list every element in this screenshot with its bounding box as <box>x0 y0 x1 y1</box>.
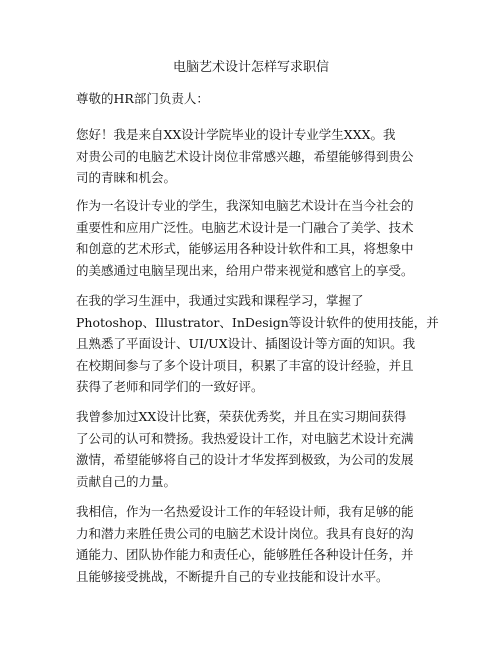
paragraph-line: 力和潜力来胜任贵公司的电脑艺术设计岗位。我具有良好的沟 <box>76 525 414 541</box>
paragraph-4 <box>76 406 430 492</box>
paragraph-line: 且熟悉了平面设计、UI/UX设计、插图设计等方面的知识。我 <box>76 336 416 352</box>
paragraph-line: 对贵公司的电脑艺术设计岗位非常感兴趣，希望能够得到贵公 <box>76 148 414 164</box>
paragraph-line: 重要性和应用广泛性。电脑艺术设计是一门融合了美学、技术 <box>76 219 414 235</box>
paragraph-line: 贡献自己的力量。 <box>76 473 177 489</box>
paragraph-2 <box>76 195 430 281</box>
paragraph-line: 的美感通过电脑呈现出来，给用户带来视觉和感官上的享受。 <box>76 262 414 278</box>
paragraph-line: 激情，希望能够将自己的设计才华发挥到极致，为公司的发展 <box>76 452 414 468</box>
paragraph-3 <box>76 290 439 398</box>
paragraph-line: 在我的学习生涯中，我通过实践和课程学习，掌握了 <box>76 293 364 308</box>
paragraph-line: Photoshop、Illustrator、InDesign等设计软件的使用技能，并 <box>76 314 439 330</box>
paragraph-5 <box>76 501 430 587</box>
paragraph-line: 和创意的艺术形式，能够运用各种设计软件和工具，将想象中 <box>76 241 414 257</box>
paragraph-line: 我曾参加过XX设计比赛，荣获优秀奖，并且在实习期间获得 <box>76 409 407 424</box>
paragraph-line: 我相信，作为一名热爱设计工作的年轻设计师，我有足够的能 <box>76 504 414 519</box>
paragraph-line: 司的青睐和机会。 <box>76 170 177 186</box>
paragraph-line: 通能力、团队协作能力和责任心，能够胜任各种设计任务，并 <box>76 547 414 563</box>
paragraph-line: 您好！我是来自XX设计学院毕业的设计专业学生XXX。我 <box>76 127 396 142</box>
document-title: 电脑艺术设计怎样写求职信 <box>172 60 329 75</box>
paragraph-line: 获得了老师和同学们的一致好评。 <box>76 379 264 395</box>
paragraph-line: 了公司的认可和赞扬。我热爱设计工作，对电脑艺术设计充满 <box>76 430 414 446</box>
paragraph-1 <box>76 124 430 189</box>
paragraph-line: 作为一名设计专业的学生，我深知电脑艺术设计在当今社会的 <box>76 198 414 213</box>
paragraph-line: 在校期间参与了多个设计项目，积累了丰富的设计经验，并且 <box>76 357 414 373</box>
salutation: 尊敬的HR部门负责人： <box>76 91 209 106</box>
paragraph-line: 且能够接受挑战，不断提升自己的专业技能和设计水平。 <box>76 568 389 584</box>
